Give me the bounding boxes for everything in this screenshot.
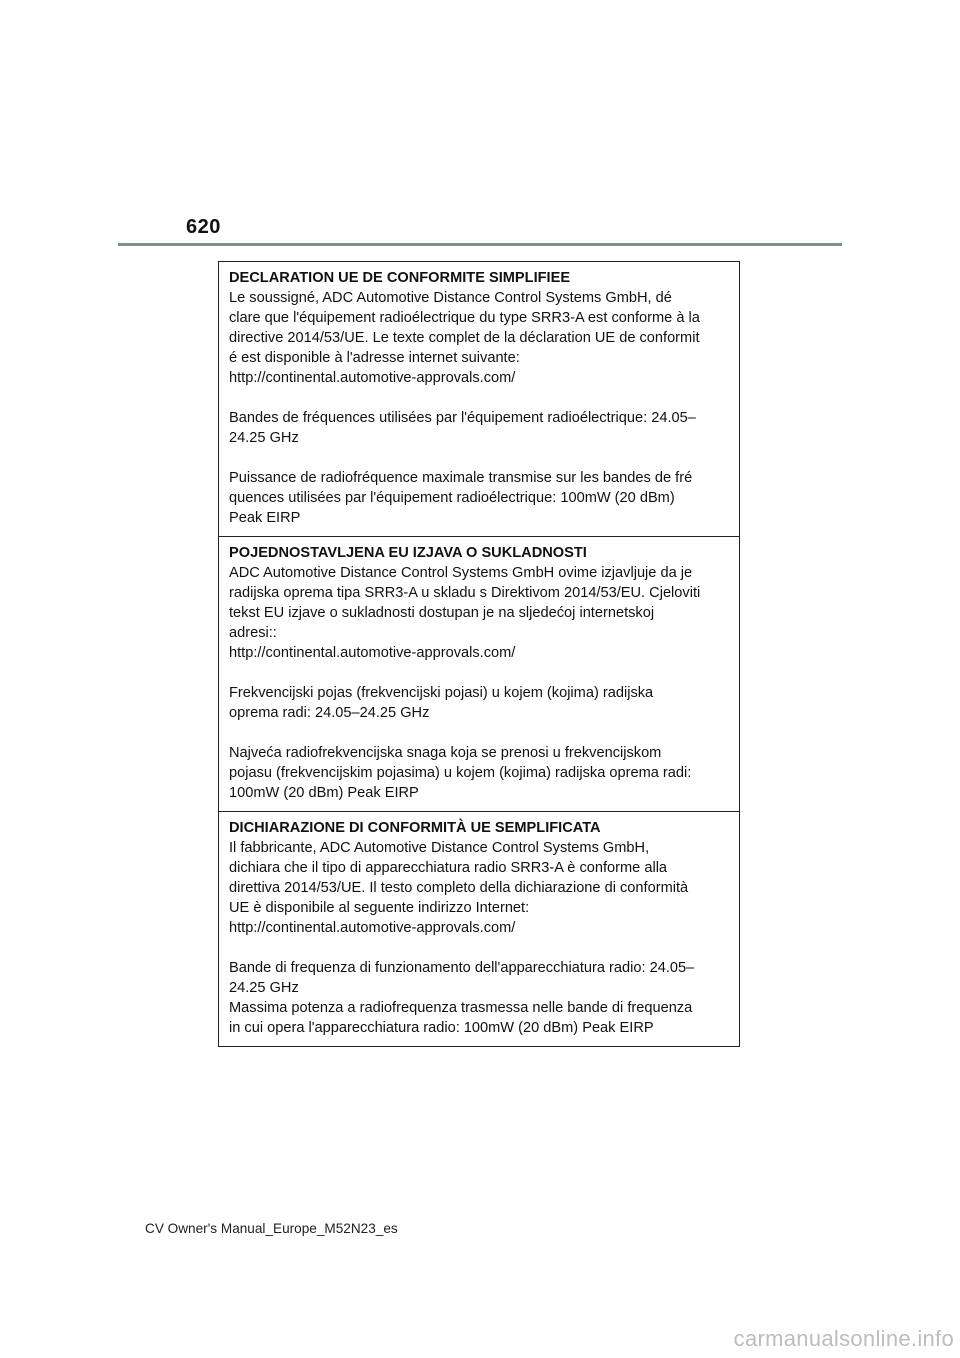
page-footer: CV Owner's Manual_Europe_M52N23_es	[145, 1221, 398, 1236]
header-rule	[118, 243, 842, 246]
declaration-section-french	[219, 262, 739, 536]
declaration-section-croatian	[219, 536, 739, 811]
declaration-section-italian	[219, 811, 739, 1046]
section-paragraph: Le soussigné, ADC Automotive Distance Control Systems GmbH, dé clare que l'équipement radioélectrique du type SRR3-A est conforme à la directive 2014/53/UE. Le texte complet de la déclaration UE de conformit é est disponible à l'adresse internet suivante: http://continental.automotive-approvals.com/	[229, 290, 700, 386]
section-paragraph: Bandes de fréquences utilisées par l'équipement radioélectrique: 24.05– 24.25 GHz	[229, 410, 696, 446]
section-title: DICHIARAZIONE DI CONFORMITÀ UE SEMPLIFICATA	[229, 820, 601, 836]
section-paragraph: Puissance de radiofréquence maximale transmise sur les bandes de fré quences utilisées par l'équipement radioélectrique: 100mW (20 dBm) Peak EIRP	[229, 470, 693, 526]
section-paragraph: ADC Automotive Distance Control Systems GmbH ovime izjavljuje da je radijska oprema tipa SRR3-A u skladu s Direktivom 2014/53/EU. Cjeloviti tekst EU izjave o sukladnosti dostupan je na sljedećoj internetskoj adresi:: http://continental.automotive-approvals.com/	[229, 565, 701, 661]
section-paragraph: Il fabbricante, ADC Automotive Distance Control Systems GmbH, dichiara che il tipo di apparecchiatura radio SRR3-A è conforme alla direttiva 2014/53/UE. Il testo completo della dichiarazione di conformità UE è disponibile al seguente indirizzo Internet: http://continental.automotive-approvals.com/	[229, 840, 689, 936]
section-paragraph: Najveća radiofrekvencijska snaga koja se prenosi u frekvencijskom pojasu (frekvencijskim pojasima) u kojem (kojima) radijska oprema radi: 100mW (20 dBm) Peak EIRP	[229, 745, 692, 801]
section-title: POJEDNOSTAVLJENA EU IZJAVA O SUKLADNOSTI	[229, 545, 587, 561]
declaration-table	[218, 261, 740, 1047]
section-paragraph: Bande di frequenza di funzionamento dell'apparecchiatura radio: 24.05– 24.25 GHz Massima potenza a radiofrequenza trasmessa nelle bande di frequenza in cui opera l'apparecchiatura radio: 100mW (20 dBm) Peak EIRP	[229, 960, 695, 1036]
page-number: 620	[186, 216, 221, 238]
section-paragraph: Frekvencijski pojas (frekvencijski pojasi) u kojem (kojima) radijska oprema radi: 24.05–24.25 GHz	[229, 685, 654, 721]
section-title: DECLARATION UE DE CONFORMITE SIMPLIFIEE	[229, 270, 571, 286]
watermark: carmanualsonline.info	[733, 1326, 954, 1351]
